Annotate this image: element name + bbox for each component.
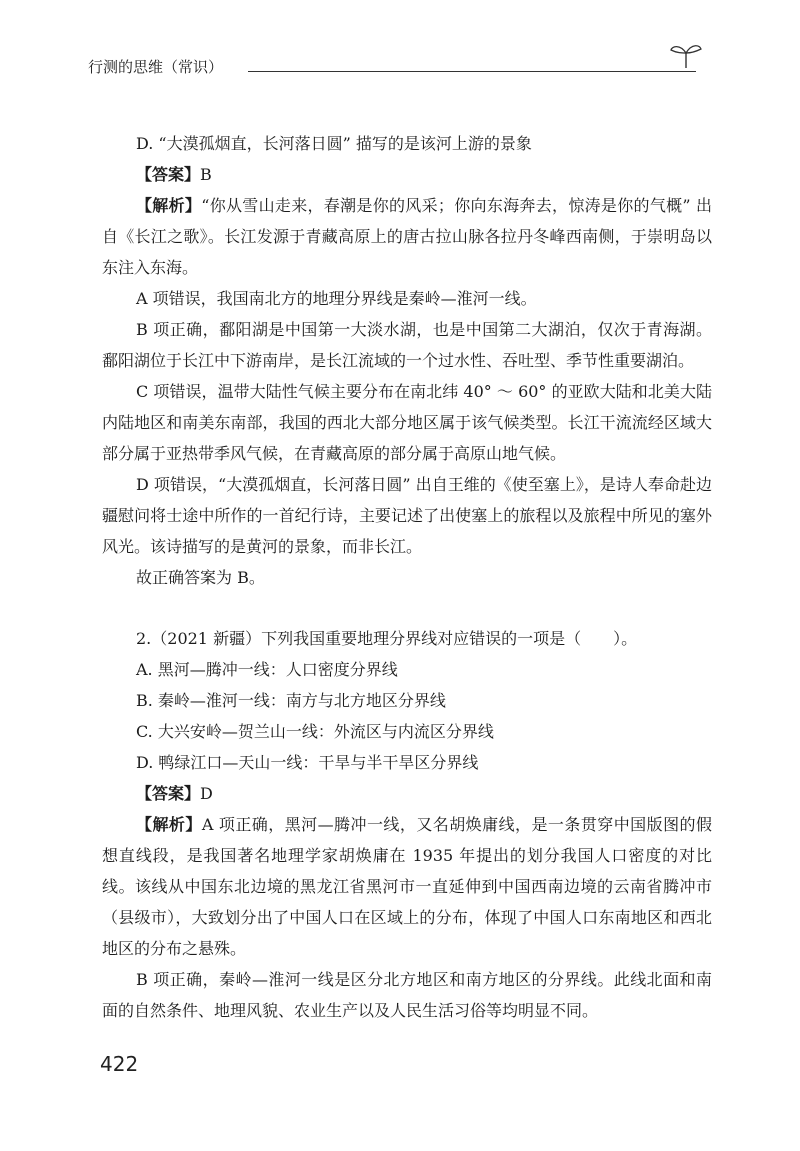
q2-analysis-text: A 项正确，黑河—腾冲一线，又名胡焕庸线，是一条贯穿中国版图的假想直线段，是我国著名地理学家胡焕庸在 1935 年提出的划分我国人口密度的对比线。该线从中国东北边境的黑龙江省黑河市一直延伸到中国西南边境的云南省腾冲市（县级市），大致划分出了中国人口在区域上的分布，体现了中国人口东南地区和西北地区的分布之悬殊。 <box>102 815 712 958</box>
header-rule <box>248 71 696 72</box>
q1-answer-value: B <box>200 165 212 184</box>
q1-conclusion: 故正确答案为 B。 <box>136 568 265 587</box>
q2-option-d: D. 鸭绿江口—天山一线：干旱与半干旱区分界线 <box>136 753 479 772</box>
page-content <box>102 128 712 1026</box>
page-number: 422 <box>100 1052 139 1076</box>
q1-answer <box>102 159 712 190</box>
q2-answer <box>102 778 712 809</box>
q2-analysis-label: 【解析】 <box>136 815 202 834</box>
q2-option-b: B. 秦岭—淮河一线：南方与北方地区分界线 <box>136 691 446 710</box>
running-header <box>88 56 708 82</box>
q2-para-b: B 项正确，秦岭—淮河一线是区分北方地区和南方地区的分界线。此线北面和南面的自然条件、地理风貌、农业生产以及人民生活习俗等均明显不同。 <box>102 970 712 1020</box>
q2-stem: 2.（2021 新疆）下列我国重要地理分界线对应错误的一项是（ ）。 <box>136 629 638 648</box>
q2-answer-value: D <box>200 784 213 803</box>
sprout-icon <box>668 40 704 70</box>
q2-option-c: C. 大兴安岭—贺兰山一线：外流区与内流区分界线 <box>136 722 494 741</box>
q2-option-a: A. 黑河—腾冲一线：人口密度分界线 <box>136 660 398 679</box>
q1-para-a: A 项错误，我国南北方的地理分界线是秦岭—淮河一线。 <box>136 289 537 308</box>
q1-answer-label: 【答案】 <box>136 165 201 184</box>
q1-analysis-text: “你从雪山走来，春潮是你的风采；你向东海奔去，惊涛是你的气概” 出自《长江之歌》。长江发源于青藏高原上的唐古拉山脉各拉丹冬峰西南侧，于崇明岛以东注入东海。 <box>102 196 712 277</box>
q1-para-d: D 项错误，“大漠孤烟直，长河落日圆” 出自王维的《使至塞上》，是诗人奉命赴边疆慰问将士途中所作的一首纪行诗，主要记述了出使塞上的旅程以及旅程中所见的塞外风光。该诗描写的是黄河的景象，而非长江。 <box>102 475 712 556</box>
header-title: 行测的思维（常识） <box>88 58 224 76</box>
q1-para-b: B 项正确，鄱阳湖是中国第一大淡水湖，也是中国第二大湖泊，仅次于青海湖。鄱阳湖位于长江中下游南岸，是长江流域的一个过水性、吞吐型、季节性重要湖泊。 <box>102 320 712 370</box>
q1-para-c: C 项错误，温带大陆性气候主要分布在南北纬 40° ～ 60° 的亚欧大陆和北美大陆内陆地区和南美东南部，我国的西北大部分地区属于该气候类型。长江干流流经区域大部分属于亚热带季风气候，在青藏高原的部分属于高原山地气候。 <box>102 382 712 463</box>
q2-answer-label: 【答案】 <box>136 784 201 803</box>
q1-analysis <box>102 190 712 283</box>
q1-analysis-label: 【解析】 <box>136 196 202 215</box>
section-gap <box>102 593 712 623</box>
q2-analysis <box>102 809 712 964</box>
q1-option-d: D. “大漠孤烟直，长河落日圆” 描写的是该河上游的景象 <box>136 134 532 153</box>
